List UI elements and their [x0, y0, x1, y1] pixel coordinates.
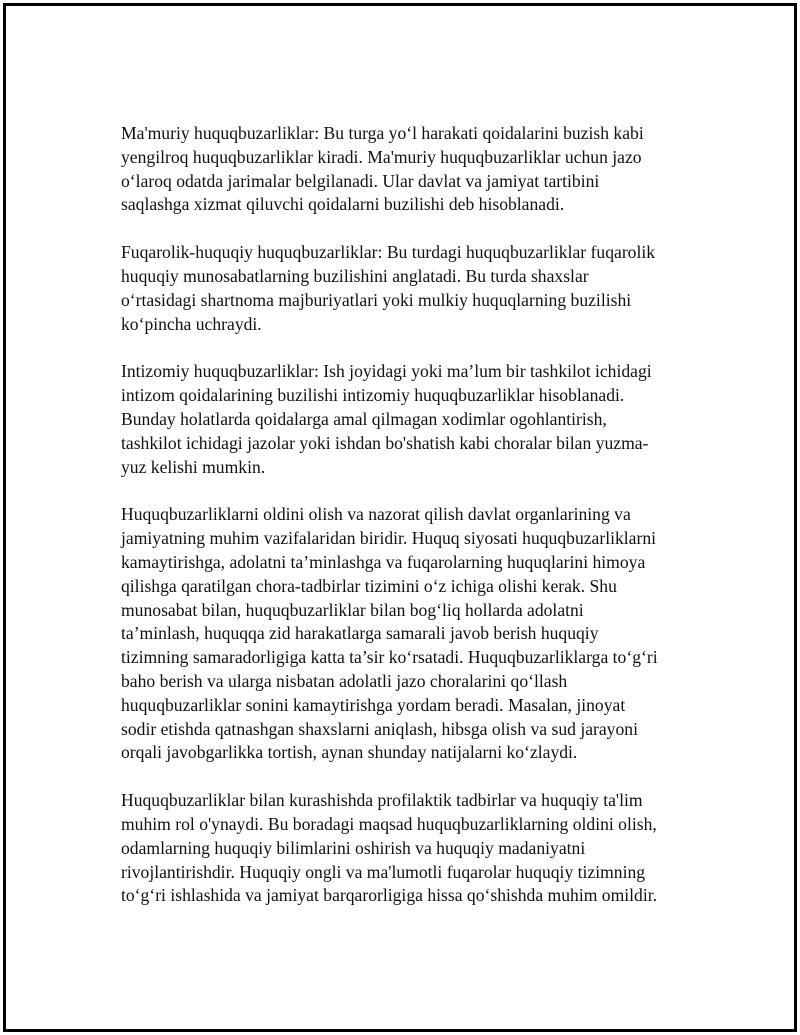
- text-line: orqali javobgarlikka tortish, aynan shunday natijalarni ko‘zlaydi.: [121, 742, 578, 763]
- text-line: saqlashga xizmat qiluvchi qoidalarni buzilishi deb hisoblanadi.: [121, 194, 565, 215]
- text-line: huquqbuzarliklar sonini kamaytirishga yordam beradi. Masalan, jinoyat: [121, 694, 626, 715]
- paragraph-oldini-olish: [121, 503, 691, 765]
- text-line: jamiyatning muhim vazifalaridan biridir. Huquq siyosati huquqbuzarliklarni: [121, 528, 657, 549]
- text-line: Fuqarolik-huquqiy huquqbuzarliklar: Bu turdagi huquqbuzarliklar fuqarolik: [121, 242, 656, 263]
- text-line: Intizomiy huquqbuzarliklar: Ish joyidagi yoki ma’lum bir tashkilot ichidagi: [121, 361, 652, 382]
- paragraph-mamuriy: [121, 122, 691, 217]
- paragraph-profilaktika: [121, 789, 691, 908]
- text-line: ta’minlash, huquqqa zid harakatlarga samarali javob berish huquqiy: [121, 623, 599, 644]
- text-line: tizimning samaradorligiga katta ta’sir ko‘rsatadi. Huquqbuzarliklarga to‘g‘ri: [121, 647, 658, 668]
- paragraph-fuqarolik: [121, 241, 691, 336]
- text-line: yengilroq huquqbuzarliklar kiradi. Ma'muriy huquqbuzarliklar uchun jazo: [121, 146, 642, 167]
- text-line: tashkilot ichidagi jazolar yoki ishdan bo'shatish kabi choralar bilan yuzma-: [121, 432, 649, 453]
- text-line: munosabat bilan, huquqbuzarliklar bilan bog‘liq hollarda adolatni: [121, 599, 584, 620]
- text-line: Ma'muriy huquqbuzarliklar: Bu turga yo‘l harakati qoidalarini buzish kabi: [121, 123, 644, 143]
- text-line: o‘rtasidagi shartnoma majburiyatlari yoki mulkiy huquqlarning buzilishi: [121, 289, 632, 310]
- document-body: [121, 122, 691, 932]
- text-line: yuz kelishi mumkin.: [121, 456, 266, 477]
- text-line: kamaytirishga, adolatni ta’minlashga va fuqarolarning huquqlarini himoya: [121, 551, 646, 572]
- text-line: rivojlantirishdir. Huquqiy ongli va ma'lumotli fuqarolar huquqiy tizimning: [121, 861, 646, 882]
- text-line: Huquqbuzarliklar bilan kurashishda profilaktik tadbirlar va huquqiy ta'lim: [121, 790, 643, 811]
- text-line: Huquqbuzarliklarni oldini olish va nazorat qilish davlat organlarining va: [121, 504, 631, 525]
- text-line: muhim rol o'ynaydi. Bu boradagi maqsad huquqbuzarliklarning oldini olish,: [121, 813, 657, 834]
- page-frame: [3, 3, 797, 1032]
- text-line: to‘g‘ri ishlashida va jamiyat barqarorligiga hissa qo‘shishda muhim omildir.: [121, 885, 658, 906]
- text-line: ko‘pincha uchraydi.: [121, 313, 262, 334]
- text-line: odamlarning huquqiy bilimlarini oshirish va huquqiy madaniyatni: [121, 837, 586, 858]
- paragraph-intizomiy: [121, 360, 691, 479]
- text-line: qilishga qaratilgan chora-tadbirlar tizimini o‘z ichiga olishi kerak. Shu: [121, 575, 617, 596]
- text-line: o‘laroq odatda jarimalar belgilanadi. Ular davlat va jamiyat tartibini: [121, 170, 600, 191]
- text-line: intizom qoidalarining buzilishi intizomiy huquqbuzarliklar hisoblanadi.: [121, 385, 625, 406]
- text-line: Bunday holatlarda qoidalarga amal qilmagan xodimlar ogohlantirish,: [121, 408, 607, 429]
- text-line: huquqiy munosabatlarning buzilishini anglatadi. Bu turda shaxslar: [121, 265, 589, 286]
- text-line: sodir etishda qatnashgan shaxslarni aniqlash, hibsga olish va sud jarayoni: [121, 718, 638, 739]
- text-line: baho berish va ularga nisbatan adolatli jazo choralarini qo‘llash: [121, 670, 568, 691]
